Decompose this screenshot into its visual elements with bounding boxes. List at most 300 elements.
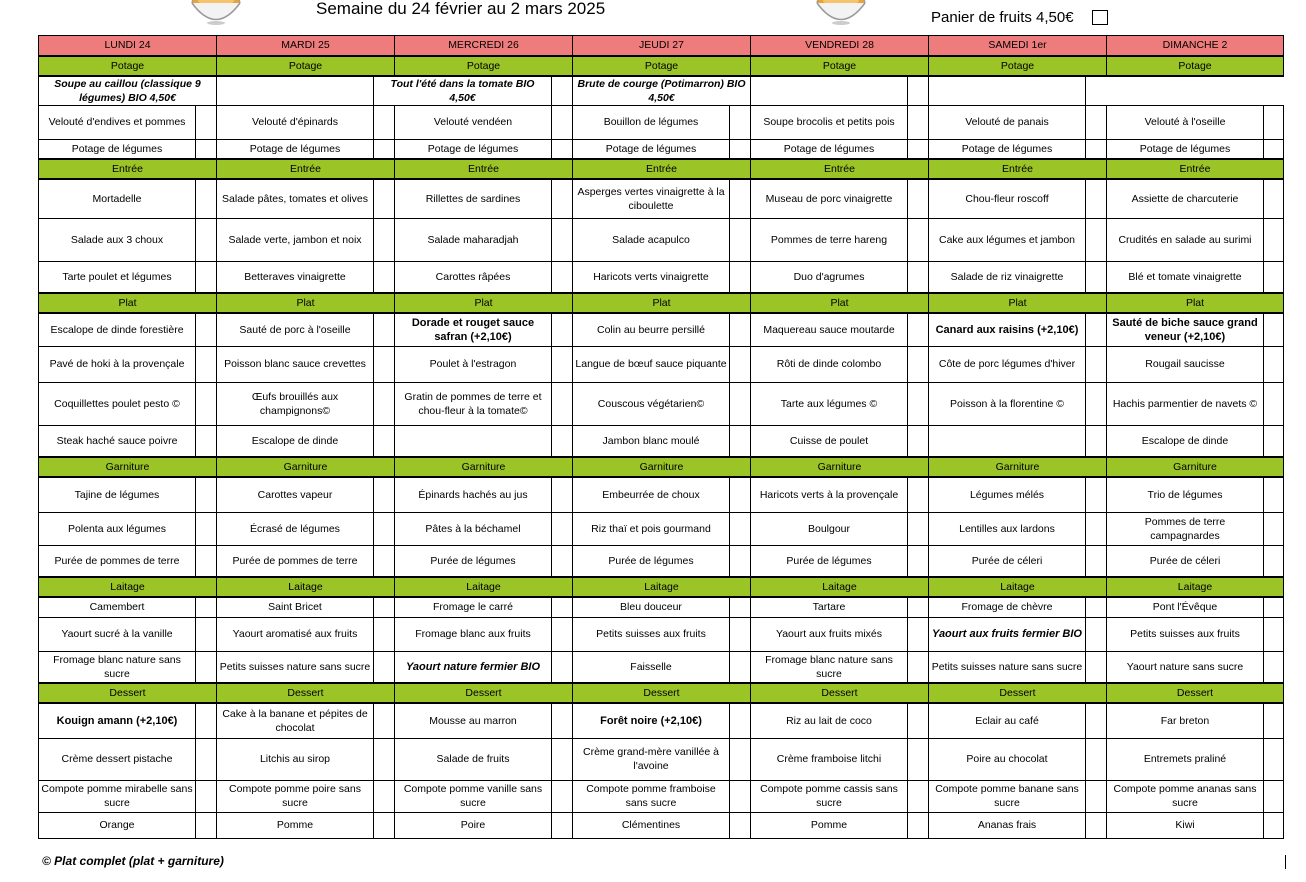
menu-item: Poire au chocolat — [929, 738, 1086, 780]
menu-item-subcell — [552, 139, 573, 159]
menu-item: Carottes vapeur — [217, 477, 374, 512]
menu-item-subcell — [1264, 512, 1284, 545]
menu-item: Purée de céleri — [929, 545, 1086, 577]
menu-item: Purée de légumes — [395, 545, 552, 577]
menu-item: Yaourt aromatisé aux fruits — [217, 617, 374, 651]
menu-item: Museau de porc vinaigrette — [751, 179, 908, 218]
menu-item-subcell — [552, 179, 573, 218]
menu-item: Potage de légumes — [929, 139, 1086, 159]
menu-item: Pavé de hoki à la provençale — [39, 346, 196, 382]
menu-item: Maquereau sauce moutarde — [751, 313, 908, 346]
menu-item-subcell — [908, 812, 929, 838]
section-header-entree: Entrée — [395, 159, 573, 179]
menu-item-subcell — [908, 477, 929, 512]
menu-item-subcell — [1264, 425, 1284, 457]
menu-item-subcell — [730, 651, 751, 683]
menu-item: Compote pomme ananas sans sucre — [1107, 780, 1264, 812]
menu-item: Tartare — [751, 597, 908, 617]
menu-item: Embeurrée de choux — [573, 477, 730, 512]
menu-item-subcell — [1264, 617, 1284, 651]
bio-soup: Tout l'été dans la tomate BIO 4,50€ — [374, 76, 552, 106]
menu-item-subcell — [1086, 703, 1107, 738]
section-header-laitage: Laitage — [39, 577, 217, 597]
menu-item: Orange — [39, 812, 196, 838]
menu-item-subcell — [730, 139, 751, 159]
section-header-potage: Potage — [929, 56, 1107, 76]
menu-item: Clémentines — [573, 812, 730, 838]
menu-item-subcell — [374, 346, 395, 382]
menu-item-subcell — [1086, 780, 1107, 812]
menu-item-subcell — [1086, 346, 1107, 382]
menu-item-subcell — [196, 703, 217, 738]
day-header: MERCREDI 26 — [395, 36, 573, 56]
section-header-dessert: Dessert — [1107, 683, 1284, 703]
menu-item-subcell — [1264, 261, 1284, 293]
menu-item-subcell — [374, 512, 395, 545]
menu-item-subcell — [196, 105, 217, 139]
menu-item: Salade maharadjah — [395, 218, 552, 261]
menu-item-subcell — [552, 218, 573, 261]
menu-item-subcell — [1264, 179, 1284, 218]
menu-item: Poulet à l'estragon — [395, 346, 552, 382]
menu-item-subcell — [552, 545, 573, 577]
menu-item-subcell — [730, 477, 751, 512]
fruit-basket-checkbox[interactable] — [1092, 10, 1108, 25]
menu-item: Compote pomme vanille sans sucre — [395, 780, 552, 812]
menu-item-subcell — [908, 425, 929, 457]
menu-item: Purée de légumes — [751, 545, 908, 577]
menu-item-subcell — [1086, 477, 1107, 512]
menu-item-subcell — [196, 218, 217, 261]
menu-item: Litchis au sirop — [217, 738, 374, 780]
menu-item: Mousse au marron — [395, 703, 552, 738]
menu-item: Forêt noire (+2,10€) — [573, 703, 730, 738]
menu-item: Coquillettes poulet pesto © — [39, 382, 196, 425]
menu-item-subcell — [196, 313, 217, 346]
menu-item: Salade pâtes, tomates et olives — [217, 179, 374, 218]
menu-item-subcell — [908, 382, 929, 425]
section-header-dessert: Dessert — [573, 683, 751, 703]
menu-item-subcell — [196, 512, 217, 545]
menu-item: Écrasé de légumes — [217, 512, 374, 545]
menu-item-subcell — [1086, 651, 1107, 683]
menu-item: Riz au lait de coco — [751, 703, 908, 738]
menu-item: Betteraves vinaigrette — [217, 261, 374, 293]
menu-item-subcell — [374, 703, 395, 738]
section-header-potage: Potage — [39, 56, 217, 76]
menu-item: Pommes de terre campagnardes — [1107, 512, 1264, 545]
menu-item-subcell — [552, 346, 573, 382]
menu-item: Assiette de charcuterie — [1107, 179, 1264, 218]
section-header-potage: Potage — [395, 56, 573, 76]
section-header-potage: Potage — [751, 56, 929, 76]
menu-item-subcell — [552, 105, 573, 139]
section-header-dessert: Dessert — [217, 683, 395, 703]
menu-item: Épinards hachés au jus — [395, 477, 552, 512]
menu-item: Compote pomme mirabelle sans sucre — [39, 780, 196, 812]
menu-item-subcell — [196, 812, 217, 838]
menu-item-subcell — [1086, 617, 1107, 651]
menu-item-subcell — [1086, 597, 1107, 617]
menu-item: Poire — [395, 812, 552, 838]
menu-item-subcell — [730, 105, 751, 139]
menu-item-subcell — [1086, 812, 1107, 838]
section-header-laitage: Laitage — [395, 577, 573, 597]
menu-item: Potage de légumes — [39, 139, 196, 159]
menu-item: Potage de légumes — [395, 139, 552, 159]
menu-item: Potage de légumes — [573, 139, 730, 159]
menu-item-subcell — [1264, 218, 1284, 261]
menu-item: Compote pomme framboise sans sucre — [573, 780, 730, 812]
section-header-entree: Entrée — [39, 159, 217, 179]
menu-item: Faisselle — [573, 651, 730, 683]
menu-item-subcell — [552, 812, 573, 838]
menu-item-subcell — [552, 477, 573, 512]
menu-item-subcell — [374, 617, 395, 651]
section-header-garniture: Garniture — [395, 457, 573, 477]
menu-item: Crème dessert pistache — [39, 738, 196, 780]
menu-item: Hachis parmentier de navets © — [1107, 382, 1264, 425]
menu-item-subcell — [552, 738, 573, 780]
menu-item: Pâtes à la béchamel — [395, 512, 552, 545]
section-header-entree: Entrée — [217, 159, 395, 179]
section-header-dessert: Dessert — [751, 683, 929, 703]
menu-item: Entremets praliné — [1107, 738, 1264, 780]
menu-item-subcell — [374, 597, 395, 617]
section-header-garniture: Garniture — [1107, 457, 1284, 477]
menu-item-subcell — [908, 738, 929, 780]
menu-item: Kiwi — [1107, 812, 1264, 838]
menu-item-subcell — [730, 780, 751, 812]
section-header-garniture: Garniture — [39, 457, 217, 477]
section-header-plat: Plat — [929, 293, 1107, 313]
menu-item-subcell — [552, 617, 573, 651]
menu-item: Yaourt nature sans sucre — [1107, 651, 1264, 683]
menu-item-subcell — [1086, 261, 1107, 293]
menu-item: Fromage blanc aux fruits — [395, 617, 552, 651]
menu-item: Bouillon de légumes — [573, 105, 730, 139]
menu-item: Fromage blanc nature sans sucre — [39, 651, 196, 683]
section-header-garniture: Garniture — [217, 457, 395, 477]
menu-item: Haricots verts vinaigrette — [573, 261, 730, 293]
menu-item: Yaourt sucré à la vanille — [39, 617, 196, 651]
section-header-entree: Entrée — [1107, 159, 1284, 179]
menu-item: Eclair au café — [929, 703, 1086, 738]
menu-item: Poisson blanc sauce crevettes — [217, 346, 374, 382]
menu-item-subcell — [1264, 105, 1284, 139]
menu-item-subcell — [552, 512, 573, 545]
menu-item-subcell — [908, 218, 929, 261]
menu-item-subcell — [929, 76, 1086, 106]
menu-item: Cake aux légumes et jambon — [929, 218, 1086, 261]
menu-item-subcell — [908, 597, 929, 617]
menu-item — [908, 76, 929, 106]
menu-item-subcell — [908, 261, 929, 293]
menu-item-subcell — [374, 477, 395, 512]
section-header-entree: Entrée — [751, 159, 929, 179]
section-header-entree: Entrée — [573, 159, 751, 179]
menu-item: Compote pomme cassis sans sucre — [751, 780, 908, 812]
menu-item: Fromage blanc nature sans sucre — [751, 651, 908, 683]
menu-item: Crème framboise litchi — [751, 738, 908, 780]
menu-item-subcell — [1264, 597, 1284, 617]
menu-item-subcell — [730, 218, 751, 261]
menu-item: Purée de pommes de terre — [217, 545, 374, 577]
bio-soup: Brute de courge (Potimarron) BIO 4,50€ — [573, 76, 751, 106]
menu-item: Rôti de dinde colombo — [751, 346, 908, 382]
menu-item: Tarte aux légumes © — [751, 382, 908, 425]
menu-item: Pommes de terre hareng — [751, 218, 908, 261]
page-edge-mark — [1285, 855, 1286, 869]
fruit-basket-label: Panier de fruits 4,50€ — [931, 9, 1074, 26]
menu-item-subcell — [1086, 545, 1107, 577]
section-header-laitage: Laitage — [573, 577, 751, 597]
menu-item: Far breton — [1107, 703, 1264, 738]
menu-item: Petits suisses nature sans sucre — [217, 651, 374, 683]
menu-item: Polenta aux légumes — [39, 512, 196, 545]
menu-item-subcell — [908, 139, 929, 159]
menu-item-subcell — [908, 651, 929, 683]
section-header-potage: Potage — [1107, 56, 1284, 76]
soup-bowl-icon — [814, 0, 868, 26]
menu-item: Escalope de dinde forestière — [39, 313, 196, 346]
menu-item-subcell — [730, 703, 751, 738]
menu-item: Potage de légumes — [1107, 139, 1264, 159]
section-header-potage: Potage — [217, 56, 395, 76]
menu-item-subcell — [908, 545, 929, 577]
section-header-plat: Plat — [217, 293, 395, 313]
menu-item: Ananas frais — [929, 812, 1086, 838]
menu-item-subcell — [374, 261, 395, 293]
menu-item-subcell — [908, 179, 929, 218]
menu-item-subcell — [374, 105, 395, 139]
menu-item-subcell — [1086, 179, 1107, 218]
menu-item: Mortadelle — [39, 179, 196, 218]
menu-item-subcell — [730, 617, 751, 651]
menu-item: Asperges vertes vinaigrette à la ciboulette — [573, 179, 730, 218]
menu-item-subcell — [374, 812, 395, 838]
menu-item: Tarte poulet et légumes — [39, 261, 196, 293]
menu-item: Fromage le carré — [395, 597, 552, 617]
menu-item: Petits suisses nature sans sucre — [929, 651, 1086, 683]
menu-item: Poisson à la florentine © — [929, 382, 1086, 425]
footnote: © Plat complet (plat + garniture) — [42, 854, 224, 868]
menu-item-subcell — [1264, 545, 1284, 577]
menu-item-subcell — [217, 76, 374, 106]
menu-item-subcell — [196, 425, 217, 457]
menu-item-subcell — [1264, 313, 1284, 346]
menu-item: Sauté de biche sauce grand veneur (+2,10€) — [1107, 313, 1264, 346]
menu-item-subcell — [1086, 738, 1107, 780]
menu-item-subcell — [1086, 382, 1107, 425]
day-header: LUNDI 24 — [39, 36, 217, 56]
day-header: MARDI 25 — [217, 36, 395, 56]
menu-item-subcell — [1264, 382, 1284, 425]
menu-item-subcell — [730, 512, 751, 545]
menu-item: Blé et tomate vinaigrette — [1107, 261, 1264, 293]
menu-item-subcell — [196, 477, 217, 512]
menu-item-subcell — [374, 139, 395, 159]
menu-item-subcell — [908, 105, 929, 139]
menu-item: Velouté d'épinards — [217, 105, 374, 139]
section-header-garniture: Garniture — [751, 457, 929, 477]
menu-item: Lentilles aux lardons — [929, 512, 1086, 545]
bio-soup: Soupe au caillou (classique 9 légumes) BIO 4,50€ — [39, 76, 217, 106]
menu-item: Pont l'Évêque — [1107, 597, 1264, 617]
menu-item: Salade de fruits — [395, 738, 552, 780]
menu-table — [38, 35, 1284, 839]
menu-item: Potage de légumes — [217, 139, 374, 159]
section-header-garniture: Garniture — [929, 457, 1107, 477]
menu-item-subcell — [196, 261, 217, 293]
menu-item-subcell — [374, 545, 395, 577]
menu-item: Kouign amann (+2,10€) — [39, 703, 196, 738]
menu-item-subcell — [196, 346, 217, 382]
menu-item-subcell — [1264, 346, 1284, 382]
menu-item-subcell — [1086, 218, 1107, 261]
section-header-plat: Plat — [395, 293, 573, 313]
menu-item: Canard aux raisins (+2,10€) — [929, 313, 1086, 346]
menu-item: Camembert — [39, 597, 196, 617]
section-header-dessert: Dessert — [929, 683, 1107, 703]
menu-item: Petits suisses aux fruits — [573, 617, 730, 651]
menu-item-subcell — [730, 261, 751, 293]
menu-item-subcell — [1264, 139, 1284, 159]
menu-item-subcell — [730, 313, 751, 346]
menu-item-subcell — [196, 545, 217, 577]
menu-item-subcell — [1264, 738, 1284, 780]
menu-item-subcell — [552, 703, 573, 738]
menu-item-subcell — [552, 651, 573, 683]
menu-item-subcell — [196, 738, 217, 780]
menu-item-subcell — [730, 545, 751, 577]
menu-item: Yaourt aux fruits fermier BIO — [929, 617, 1086, 651]
section-header-laitage: Laitage — [929, 577, 1107, 597]
menu-item: Sauté de porc à l'oseille — [217, 313, 374, 346]
menu-item: Boulgour — [751, 512, 908, 545]
menu-item: Crème grand-mère vanillée à l'avoine — [573, 738, 730, 780]
menu-item-subcell — [730, 425, 751, 457]
menu-item-subcell — [751, 76, 908, 106]
menu-item-subcell — [374, 382, 395, 425]
menu-item-subcell — [374, 651, 395, 683]
section-header-laitage: Laitage — [1107, 577, 1284, 597]
menu-item: Salade verte, jambon et noix — [217, 218, 374, 261]
menu-item-subcell — [552, 313, 573, 346]
page-title: Semaine du 24 février au 2 mars 2025 — [316, 0, 606, 18]
menu-item-subcell — [1086, 139, 1107, 159]
menu-item-subcell — [908, 346, 929, 382]
menu-item: Velouté vendéen — [395, 105, 552, 139]
menu-item-subcell — [374, 425, 395, 457]
section-header-plat: Plat — [39, 293, 217, 313]
menu-item-subcell — [730, 179, 751, 218]
menu-item-subcell — [730, 812, 751, 838]
day-header: JEUDI 27 — [573, 36, 751, 56]
menu-item: Soupe brocolis et petits pois — [751, 105, 908, 139]
menu-item: Tajine de légumes — [39, 477, 196, 512]
menu-item-subcell — [196, 179, 217, 218]
day-header: DIMANCHE 2 — [1107, 36, 1284, 56]
menu-item — [929, 425, 1086, 457]
section-header-dessert: Dessert — [39, 683, 217, 703]
menu-item: Carottes râpées — [395, 261, 552, 293]
menu-item-subcell — [552, 597, 573, 617]
section-header-plat: Plat — [573, 293, 751, 313]
section-header-potage: Potage — [573, 56, 751, 76]
menu-item: Yaourt aux fruits mixés — [751, 617, 908, 651]
section-header-laitage: Laitage — [217, 577, 395, 597]
menu-item-subcell — [1264, 703, 1284, 738]
menu-item-subcell — [196, 617, 217, 651]
menu-item: Velouté à l'oseille — [1107, 105, 1264, 139]
menu-item-subcell — [196, 139, 217, 159]
section-header-garniture: Garniture — [573, 457, 751, 477]
menu-item-subcell — [908, 512, 929, 545]
menu-item: Gratin de pommes de terre et chou-fleur à la tomate© — [395, 382, 552, 425]
menu-item-subcell — [1264, 812, 1284, 838]
menu-item: Compote pomme poire sans sucre — [217, 780, 374, 812]
menu-item: Purée de céleri — [1107, 545, 1264, 577]
menu-item: Purée de légumes — [573, 545, 730, 577]
menu-item: Purée de pommes de terre — [39, 545, 196, 577]
menu-item-subcell — [374, 179, 395, 218]
menu-item: Riz thaï et pois gourmand — [573, 512, 730, 545]
menu-item-subcell — [552, 425, 573, 457]
menu-item-subcell — [196, 597, 217, 617]
menu-item: Rillettes de sardines — [395, 179, 552, 218]
menu-item: Velouté d'endives et pommes — [39, 105, 196, 139]
menu-item-subcell — [196, 382, 217, 425]
menu-item: Saint Bricet — [217, 597, 374, 617]
menu-item-subcell — [1086, 105, 1107, 139]
section-header-dessert: Dessert — [395, 683, 573, 703]
menu-item: Pomme — [217, 812, 374, 838]
menu-item: Rougail saucisse — [1107, 346, 1264, 382]
menu-item: Cuisse de poulet — [751, 425, 908, 457]
day-header: VENDREDI 28 — [751, 36, 929, 56]
menu-item: Dorade et rouget sauce safran (+2,10€) — [395, 313, 552, 346]
section-header-entree: Entrée — [929, 159, 1107, 179]
menu-item-subcell — [196, 780, 217, 812]
menu-item-subcell — [1264, 780, 1284, 812]
menu-item-subcell — [374, 780, 395, 812]
section-header-plat: Plat — [1107, 293, 1284, 313]
menu-item: Salade acapulco — [573, 218, 730, 261]
menu-item: Cake à la banane et pépites de chocolat — [217, 703, 374, 738]
menu-item: Jambon blanc moulé — [573, 425, 730, 457]
menu-item: Duo d'agrumes — [751, 261, 908, 293]
menu-item: Salade aux 3 choux — [39, 218, 196, 261]
menu-item: Velouté de panais — [929, 105, 1086, 139]
menu-item-subcell — [908, 313, 929, 346]
menu-item: Trio de légumes — [1107, 477, 1264, 512]
menu-item-subcell — [1086, 425, 1107, 457]
menu-item: Escalope de dinde — [217, 425, 374, 457]
menu-item: Colin au beurre persillé — [573, 313, 730, 346]
menu-item-subcell — [1086, 313, 1107, 346]
menu-item-subcell — [908, 617, 929, 651]
menu-item: Compote pomme banane sans sucre — [929, 780, 1086, 812]
menu-item: Salade de riz vinaigrette — [929, 261, 1086, 293]
menu-item: Légumes mélés — [929, 477, 1086, 512]
menu-item — [395, 425, 552, 457]
soup-bowl-icon — [189, 0, 243, 26]
menu-item-subcell — [374, 218, 395, 261]
menu-item-subcell — [374, 313, 395, 346]
menu-item-subcell — [1264, 477, 1284, 512]
day-header: SAMEDI 1er — [929, 36, 1107, 56]
